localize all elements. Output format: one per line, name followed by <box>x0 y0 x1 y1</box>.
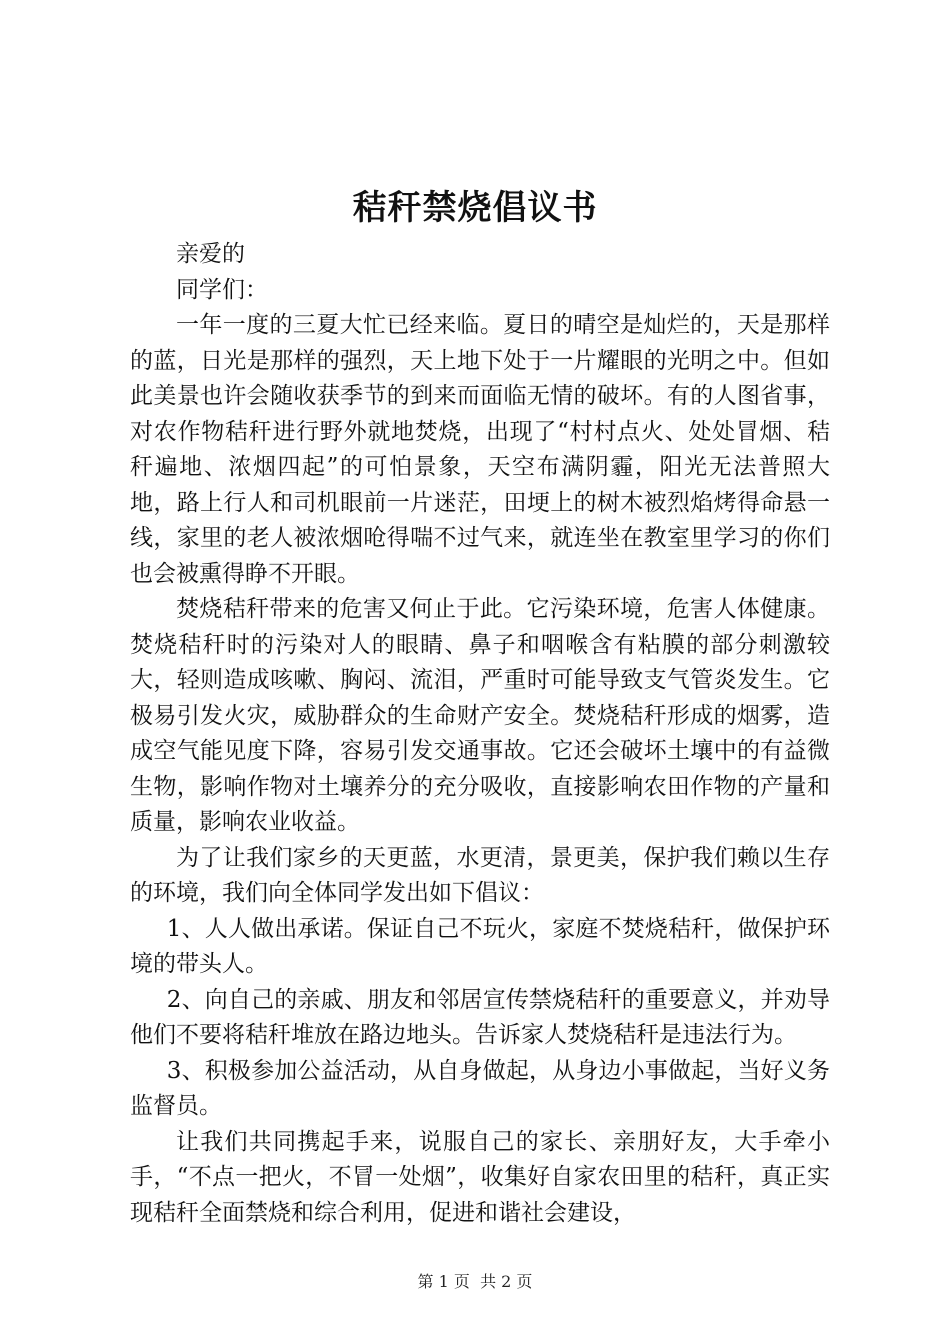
salutation-line-1: 亲爱的 <box>176 241 245 267</box>
paragraph-harms: 焚烧秸秆带来的危害又何止于此。它污染环境，危害人体健康。焚烧秸秆时的污染对人的眼睛、鼻子和咽喉含有粘膜的部分刺激较大，轻则造成咳嗽、胸闷、流泪，严重时可能导致支气管炎发生。它极易引发火灾，威胁群众的生命财产安全。焚烧秸秆形成的烟雾，造成空气能见度下降，容易引发交通事故。它还会破坏土壤中的有益微生物，影响作物对土壤养分的充分吸收，直接影响农田作物的产量和质量，影响农业收益。 <box>130 596 830 835</box>
paragraph-closing: 让我们共同携起手来，说服自己的家长、亲朋好友，大手牵小手，“不点一把火，不冒一处烟”，收集好自家农田里的秸秆，真正实现秸秆全面禁烧和综合利用，促进和谐社会建设， <box>130 1128 830 1226</box>
paragraph-appeal: 为了让我们家乡的天更蓝，水更清，景更美，保护我们赖以生存的环境，我们向全体同学发出如下倡议： <box>130 844 830 906</box>
paragraph-intro: 一年一度的三夏大忙已经来临。夏日的晴空是灿烂的，天是那样的蓝，日光是那样的强烈，天上地下处于一片耀眼的光明之中。但如此美景也许会随收获季节的到来而面临无情的破坏。有的人图省事，对农作物秸秆进行野外就地焚烧，出现了“村村点火、处处冒烟、秸秆遍地、浓烟四起”的可怕景象，天空布满阴霾，阳光无法普照大地，路上行人和司机眼前一片迷茫，田埂上的树木被烈焰烤得命悬一线，家里的老人被浓烟呛得喘不过气来，就连坐在教室里学习的你们也会被熏得睁不开眼。 <box>130 312 830 587</box>
salutation-line-2: 同学们： <box>176 276 268 303</box>
proposal-item: 2、向自己的亲戚、朋友和邻居宣传禁烧秸秆的重要意义，并劝导他们不要将秸秆堆放在路边地头。告诉家人焚烧秸秆是违法行为。 <box>130 986 830 1048</box>
document-title: 秸秆禁烧倡议书 <box>352 188 598 228</box>
page-footer <box>0 1271 950 1293</box>
proposal-item: 1、人人做出承诺。保证自己不玩火，家庭不焚烧秸秆，做保护环境的带头人。 <box>130 915 830 977</box>
proposal-item: 3、积极参加公益活动，从自身做起，从身边小事做起，当好义务监督员。 <box>130 1057 830 1119</box>
page-number: 第 1 页 共 2 页 <box>417 1272 533 1291</box>
document-body <box>130 237 830 1231</box>
